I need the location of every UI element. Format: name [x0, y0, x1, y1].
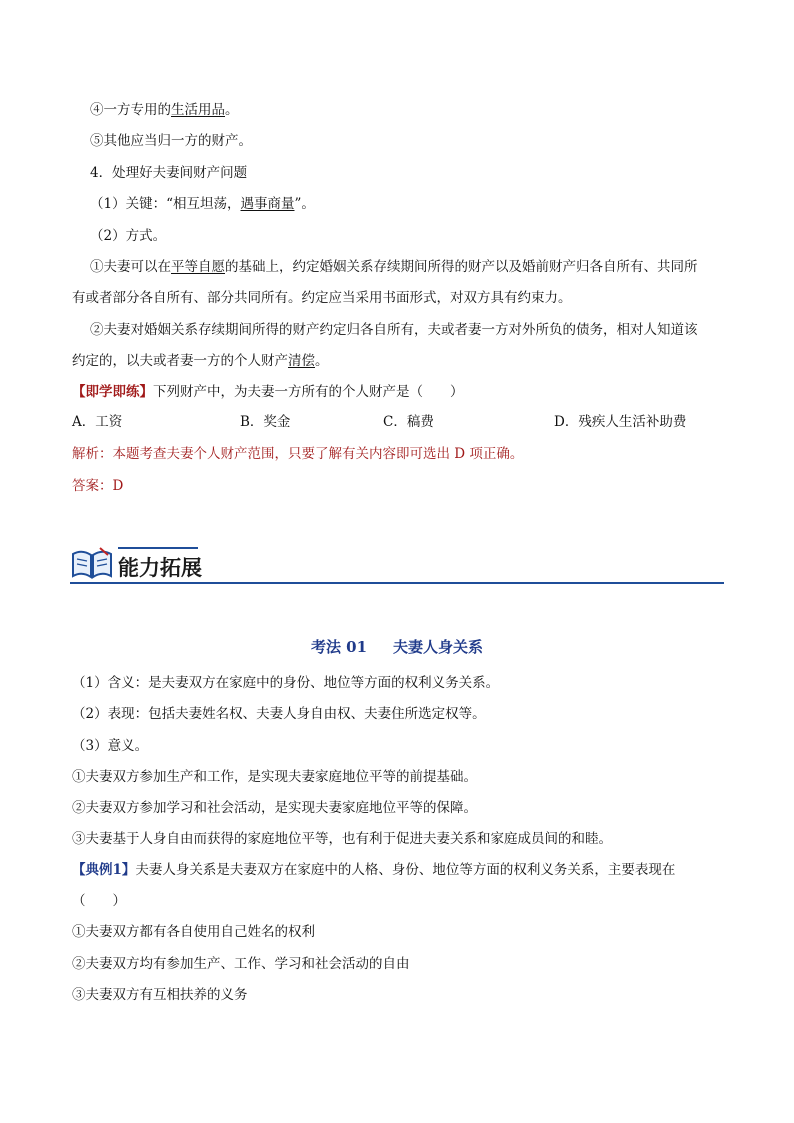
example-paren: （ ）: [72, 893, 126, 909]
item-4: [90, 100, 239, 120]
method-p1-line2: 有或者部分各自所有、部分共同所有。约定应当采用书面形式，对双方具有约束力。: [72, 290, 572, 306]
section-top-rule: [118, 547, 198, 549]
practice-question: [72, 382, 464, 402]
example-tag: 【典例1】: [72, 862, 136, 878]
example-stem-text: 夫妻人身关系是夫妻双方在家庭中的人格、身份、地位等方面的权利义务关系，主要表现在: [135, 862, 676, 878]
example-stem: [72, 860, 675, 880]
item-4-underlined: 生活用品: [171, 102, 225, 118]
p1-b: 的基础上，约定婚姻关系存续期间所得的财产以及婚前财产归各自所有、共同所: [225, 259, 698, 275]
option-d: D．残疾人生活补助费: [554, 414, 687, 430]
section-header: [70, 538, 724, 584]
answer-text: 答案：D: [72, 478, 124, 494]
kaofa-number: 考法 01: [310, 638, 368, 656]
kaofa-line-5: ②夫妻双方参加学习和社会活动，是实现夫妻家庭地位平等的保障。: [72, 800, 477, 816]
practice-question-text: 下列财产中，为夫妻一方所有的个人财产是（ ）: [153, 384, 464, 400]
option-a: A．工资: [72, 414, 123, 430]
method-p2-line1: ②夫妻对婚姻关系存续期间所得的财产约定归各自所有，夫或者妻一方对外所负的债务，相对人知道该: [90, 322, 698, 338]
example-choice-3: ③夫妻双方有互相扶养的义务: [72, 987, 248, 1003]
method-p2-line2: [72, 351, 329, 371]
practice-tag: 【即学即练】: [72, 384, 153, 400]
method-line: （2）方式。: [90, 228, 167, 244]
key-suffix: ”。: [294, 196, 315, 212]
kaofa-name: 夫妻人身关系: [393, 638, 484, 656]
analysis-text: 解析：本题考查夫妻个人财产范围，只要了解有关内容即可选出 D 项正确。: [72, 446, 524, 462]
item-4-suffix: 。: [225, 102, 239, 118]
item-5: ⑤其他应当归一方的财产。: [90, 133, 252, 149]
kaofa-line-2: （2）表现：包括夫妻姓名权、夫妻人身自由权、夫妻住所选定权等。: [72, 706, 486, 722]
p2-b: 约定的，以夫或者妻一方的个人财产: [72, 353, 288, 369]
kaofa-line-1: （1）含义：是夫妻双方在家庭中的身份、地位等方面的权利义务关系。: [72, 675, 500, 691]
kaofa-title: [0, 636, 794, 657]
method-p1-line1: [90, 257, 698, 277]
key-underlined: 遇事商量: [240, 196, 295, 212]
p2-underlined: 清偿: [288, 353, 315, 369]
option-b: B．奖金: [240, 414, 291, 430]
key-line: [90, 194, 315, 214]
item-4-prefix: ④一方专用的: [90, 102, 171, 118]
kaofa-line-4: ①夫妻双方参加生产和工作，是实现夫妻家庭地位平等的前提基础。: [72, 769, 477, 785]
p1-underlined: 平等自愿: [171, 259, 225, 275]
section-rule: [70, 582, 724, 584]
p2-c: 。: [315, 353, 329, 369]
option-c: C．稿费: [383, 414, 434, 430]
key-prefix: （1）关键：“相互坦荡，: [90, 196, 241, 212]
kaofa-line-3: （3）意义。: [72, 738, 149, 754]
p1-a: ①夫妻可以在: [90, 259, 171, 275]
heading-4: 4．处理好夫妻间财产问题: [90, 165, 248, 181]
section-title: 能力拓展: [118, 556, 202, 580]
example-choice-2: ②夫妻双方均有参加生产、工作、学习和社会活动的自由: [72, 956, 410, 972]
book-icon: [70, 546, 114, 580]
kaofa-line-6: ③夫妻基于人身自由而获得的家庭地位平等，也有利于促进夫妻关系和家庭成员间的和睦。: [72, 831, 612, 847]
example-choice-1: ①夫妻双方都有各自使用自己姓名的权利: [72, 924, 315, 940]
